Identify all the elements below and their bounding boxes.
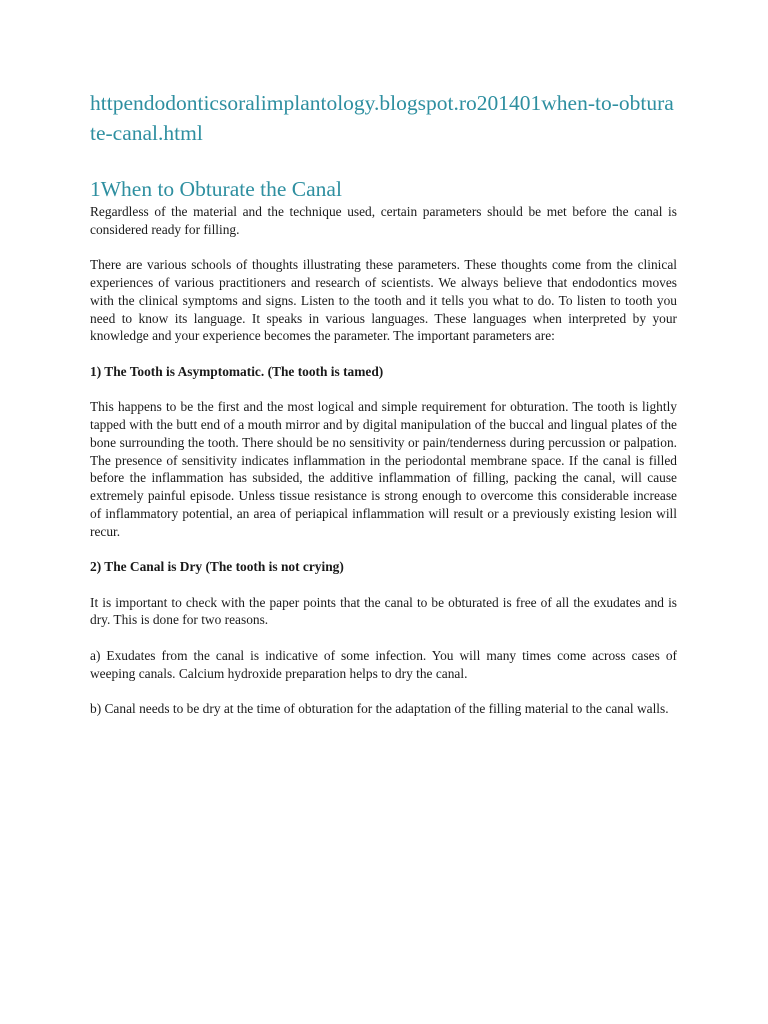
section-heading-canal-dry: 2) The Canal is Dry (The tooth is not crying) [90,559,344,575]
document-title: 1When to Obturate the Canal [90,177,342,201]
section-paragraph: It is important to check with the paper points that the canal to be obturated is free of all the exudates and is dry. This is done for two reasons. [90,594,677,628]
source-url-heading: httpendodonticsoralimplantology.blogspot.ro201401when-to-obturate-canal.html [90,91,674,145]
section-heading-asymptomatic: 1) The Tooth is Asymptomatic. (The tooth is tamed) [90,363,384,379]
intro-paragraph: There are various schools of thoughts illustrating these parameters. These thoughts come from the clinical experiences of various practitioners and research of scientists. We always believe that endodontics moves with the clinical symptoms and signs. Listen to the tooth and it tells you what to do. To listen to tooth you need to know its language. It speaks in various languages. These languages when interpreted by your knowledge and your experience becomes the parameter. The important parameters are: [90,257,677,344]
intro-paragraph: Regardless of the material and the technique used, certain parameters should be met before the canal is considered ready for filling. [90,204,677,237]
section-paragraph: b) Canal needs to be dry at the time of obturation for the adaptation of the filling material to the canal walls. [90,700,669,716]
section-paragraph: a) Exudates from the canal is indicative of some infection. You will many times come across cases of weeping canals. Calcium hydroxide preparation helps to dry the canal. [90,647,677,681]
document-page [90,88,677,735]
section-paragraph: This happens to be the first and the most logical and simple requirement for obturation. The tooth is lightly tapped with the butt end of a mouth mirror and by digital manipulation of the buccal and lingual plates of the bone surrounding the tooth. There should be no sensitivity or pain/tenderness during percussion or palpation. The presence of sensitivity indicates inflammation in the periodontal membrane space. If the canal is filled before the inflammation has subsided, the additive inflammation of filling, packing the canal, will cause extremely painful episode. Unless tissue resistance is strong enough to overcome this considerable increase of inflammatory potential, an area of periapical inflammation will result or a previously existing lesion will recur. [90,399,677,539]
